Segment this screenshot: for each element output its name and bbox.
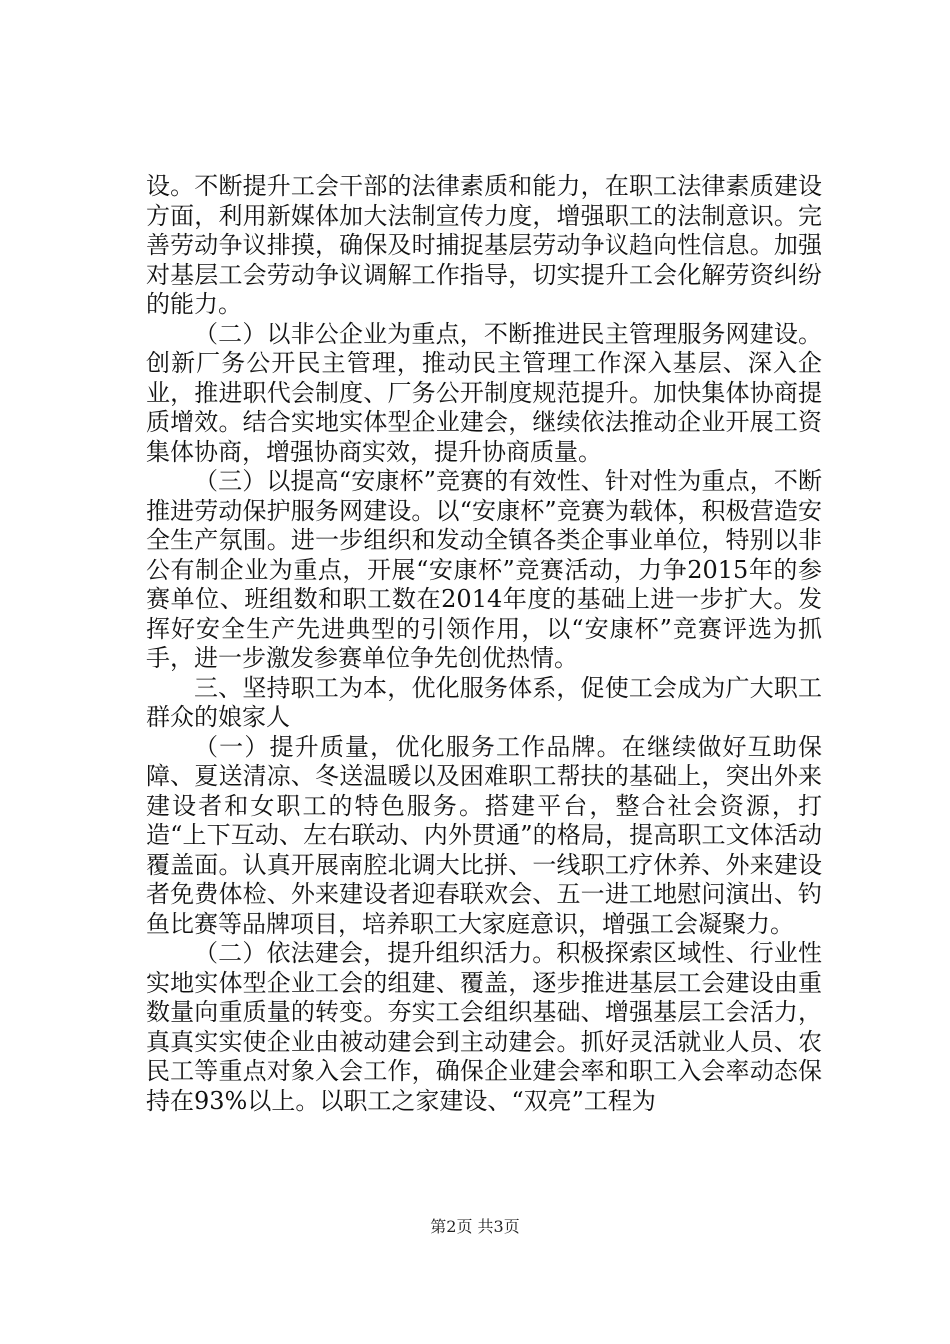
paragraph-3: （三）以提高“安康杯”竞赛的有效性、针对性为重点，不断推进劳动保护服务网建设。以“安康杯”竞赛为载体，积极营造安全生产氛围。进一步组织和发动全镇各类企事业单位，特别以非公有制企业为重点，开展“安康杯”竞赛活动，力争2015年的参赛单位、班组数和职工数在2014年度的基础上进一步扩大。发挥好安全生产先进典型的引领作用，以“安康杯”竞赛评选为抓手，进一步激发参赛单位争先创优热情。 <box>146 467 822 672</box>
paragraph-1: 设。不断提升工会干部的法律素质和能力，在职工法律素质建设方面，利用新媒体加大法制宣传力度，增强职工的法制意识。完善劳动争议排摸，确保及时捕捉基层劳动争议趋向性信息。加强对基层工会劳动争议调解工作指导，切实提升工会化解劳资纠纷的能力。 <box>146 172 822 318</box>
section-heading-3: 三、坚持职工为本，优化服务体系，促使工会成为广大职工群众的娘家人 <box>146 673 822 731</box>
paragraph-5: （二）依法建会，提升组织活力。积极探索区域性、行业性实地实体型企业工会的组建、覆盖，逐步推进基层工会建设由重数量向重质量的转变。夯实工会组织基础、增强基层工会活力，真真实实使企业由被动建会到主动建会。抓好灵活就业人员、农民工等重点对象入会工作，确保企业建会率和职工入会率动态保持在93%以上。以职工之家建设、“双亮”工程为 <box>146 939 822 1115</box>
document-body <box>146 172 822 1116</box>
paragraph-2: （二）以非公企业为重点，不断推进民主管理服务网建设。创新厂务公开民主管理，推动民主管理工作深入基层、深入企业，推进职代会制度、厂务公开制度规范提升。加快集体协商提质增效。结合实地实体型企业建会，继续依法推动企业开展工资集体协商，增强协商实效，提升协商质量。 <box>146 319 822 466</box>
paragraph-4: （一）提升质量，优化服务工作品牌。在继续做好互助保障、夏送清凉、冬送温暖以及困难职工帮扶的基础上，突出外来建设者和女职工的特色服务。搭建平台，整合社会资源，打造“上下互动、左右联动、内外贯通”的格局，提高职工文体活动覆盖面。认真开展南腔北调大比拼、一线职工疗休养、外来建设者免费体检、外来建设者迎春联欢会、五一进工地慰问演出、钓鱼比赛等品牌项目，培养职工大家庭意识，增强工会凝聚力。 <box>146 732 822 938</box>
page-number-footer: 第2页 共3页 <box>430 1217 520 1236</box>
